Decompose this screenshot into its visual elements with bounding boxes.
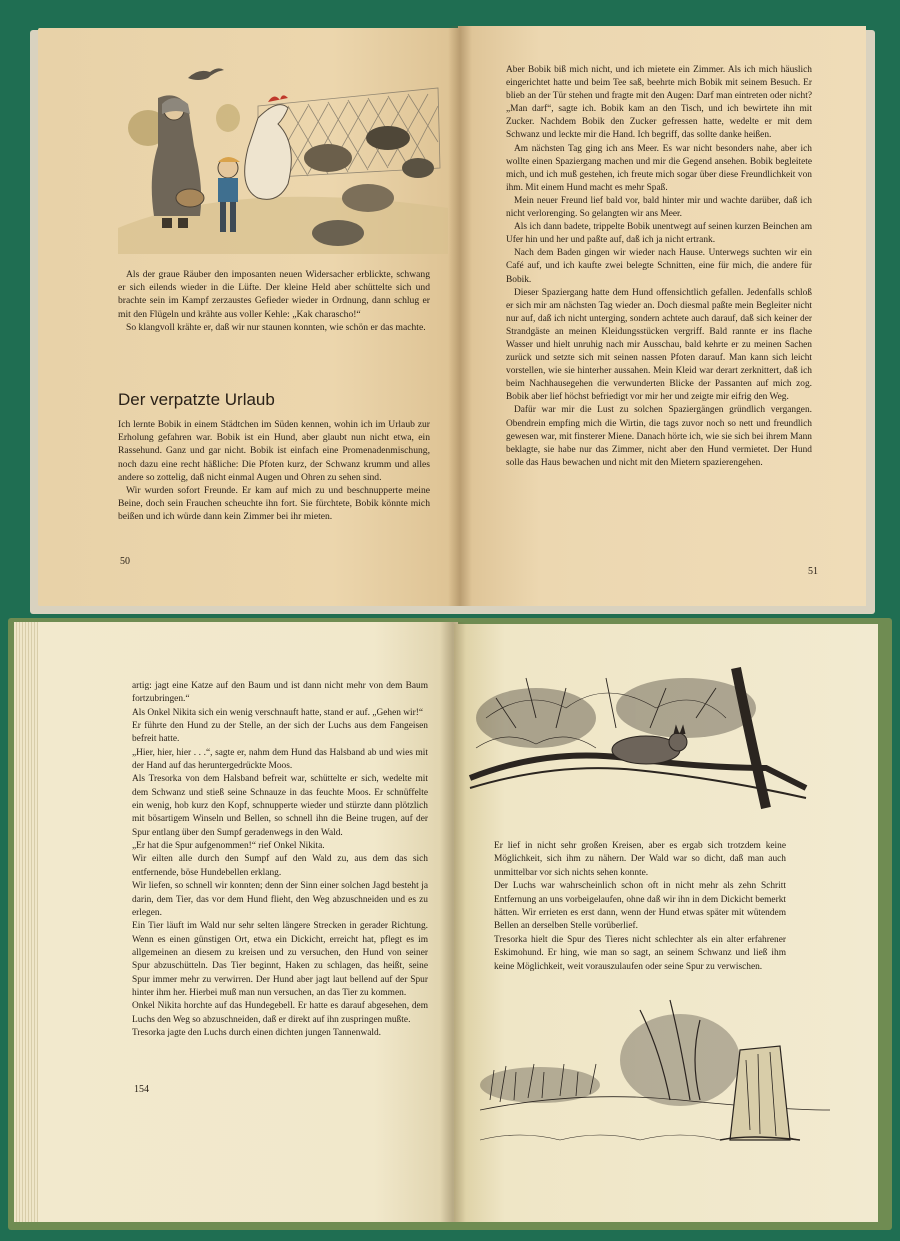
book-gutter	[448, 26, 472, 606]
text-block-left-top	[118, 268, 430, 334]
text-block-right	[494, 840, 786, 974]
text-block-left-bottom	[118, 418, 430, 524]
page-50	[38, 28, 458, 606]
book-bottom	[8, 618, 892, 1234]
text-block-left	[132, 680, 428, 1040]
paragraph: Nach dem Baden gingen wir wieder nach Hause. Unterwegs suchten wir ein Café auf, und ich kaufte zwei belegte Schnitten, eine für mich, die andere für Bobik.	[506, 248, 812, 285]
paragraph: Als der graue Räuber den imposanten neuen Widersacher erblickte, schwang er sich eilends wieder in die Lüfte. Der kleine Held aber schüttelte sich und brachte sein im Kampf zerzaustes Gefieder wieder in Ordnung, dann schlug er mit den Flügeln und krähte aus voller Kehle: „Kak charascho!“	[118, 269, 430, 320]
paragraph: Als Onkel Nikita sich ein wenig verschnauft hatte, stand er auf. „Gehen wir!“	[132, 707, 424, 718]
paragraph: Als ich dann badete, trippelte Bobik unentwegt auf seinen kurzen Beinchen am Ufer hin und her und paßte auf, daß ich ja nicht ertrank.	[506, 222, 812, 246]
paragraph: Er führte den Hund zu der Stelle, an der sich der Luchs aus dem Fangeisen befreit hatte.	[132, 721, 428, 745]
page-154	[38, 622, 458, 1222]
paragraph: Dieser Spaziergang hatte dem Hund offensichtlich gefallen. Jedenfalls schloß er sich mir am nächsten Tag wieder an. Doch diesmal paßte mein Begleiter nicht nur auf, daß ich nicht unterging, sondern achtete auch darauf, daß sich keiner der Strandgäste an meinen Kleidungsstücken vergriff. Bald rannte er ins flache Wasser und hielt unruhig nach mir Ausschau, bald kehrte er zu meinen Sachen zurück und setzte sich mit seinen nassen Pfoten darauf. Man kann sich leicht vorstellen, wie sie hinterher aussahen. Mein Kleid war derart zerknittert, daß ich beim Nachhausegehen die verwunderten Blicke der Passanten auf mich zog. Bobik aber lief höchst befriedigt vor mir her und zeigte mir eifrig den Weg.	[506, 287, 812, 403]
text-block-right	[506, 64, 812, 470]
paragraph: „Hier, hier, hier . . .“, sagte er, nahm dem Hund das Halsband ab und wies mit der Hand auf das heruntergedrückte Moos.	[132, 747, 428, 772]
page-number: 51	[808, 566, 818, 577]
illustration-forest-stump	[480, 990, 830, 1160]
paragraph: Tresorka jagte den Luchs durch einen dichten jungen Tannenwald.	[132, 1027, 382, 1038]
illustration-chickens	[118, 58, 448, 254]
paragraph: Er lief in nicht sehr großen Kreisen, aber es ergab sich trotzdem keine Möglichkeit, sich ihm zu nähern. Der Wald war so dicht, daß man auch unmittelbar vor sich nichts sehen konnte.	[494, 841, 786, 878]
paragraph: Wir eilten alle durch den Sumpf auf den Wald zu, aus dem das sich entfernende, böse Hundebellen erklang.	[132, 854, 428, 878]
paragraph: Ich lernte Bobik in einem Städtchen im Süden kennen, wohin ich im Urlaub zur Erholung gefahren war. Bobik ist ein Hund, aber glaubt nun nicht etwa, ein Rassehund. Ganz und gar nicht. Bobik ist einfach eine Promenadenmischung, noch dazu eine recht häßliche: Die Pfoten kurz, der Schwanz krumm und alles andere so zottelig, daß nicht einmal Augen und Ohren zu sehen sind.	[118, 419, 430, 483]
paragraph: Aber Bobik biß mich nicht, und ich mietete ein Zimmer. Als ich mich häuslich eingerichtet hatte und beim Tee saß, beehrte mich Bobik mit seinem Besuch. Er blieb an der Tür stehen und fragte mit den Augen: Darf man eintreten oder nicht? „Man darf“, sagte ich. Bobik kam an den Tisch, und ich bewirtete ihn mit Zucker. Nachdem Bobik den Zucker gefressen hatte, wedelte er mit dem Schwanz und leckte mir die Hand. Ich begriff, das sollte danke heißen.	[506, 65, 812, 141]
illustration-lynx-on-branch	[466, 658, 816, 818]
paragraph: artig: jagt eine Katze auf den Baum und ist dann nicht mehr von dem Baum fortzubringen.“	[132, 681, 428, 705]
paragraph: Tresorka hielt die Spur des Tieres nicht schlechter als ein alter erfahrener Eskimohund. Er hing, wie man so sagt, an seinem Schwanz und ließ ihm keine Möglichkeit, weit vorauszulaufen oder seine Spur zu verwischen.	[494, 934, 786, 972]
paragraph: Der Luchs war wahrscheinlich schon oft in nicht mehr als zehn Schritt Entfernung an uns vorbeigelaufen, ohne daß wir ihn in dem Dickicht bemerkt hätten. Wir errieten es erst dann, wenn der Hund etwas später mit wütendem Bellen an derselben Stelle vorüberlief.	[494, 881, 786, 932]
chapter-heading: Der verpatzte Urlaub	[118, 390, 275, 409]
paragraph: Mein neuer Freund lief bald vor, bald hinter mir und wachte darüber, daß ich nicht verlorenging. So gelangten wir ans Meer.	[506, 195, 812, 220]
page-number: 50	[120, 556, 130, 567]
paragraph: So klangvoll krähte er, daß wir nur staunen konnten, wie schön er das machte.	[126, 321, 426, 333]
paragraph: Wir wurden sofort Freunde. Er kam auf mich zu und beschnupperte meine Beine, doch sein Frauchen scheuchte ihn fort. Sie fürchtete, Bobik könnte mich beißen und ich würde dann kein Zimmer bei ihr mieten.	[118, 485, 430, 523]
paragraph: Ein Tier läuft im Wald nur sehr selten längere Strecken in gerader Richtung. Wenn es einen günstigen Ort, etwa ein Dickicht, erreicht hat, pflegt es im allgemeinen an diesem zu kreisen und zu versuchen, den Hund von seiner Spur abzuschütteln. Das Tier beginnt, Haken zu schlagen, das heißt, seine Spur immer mehr zu verwirren. Der Hund aber jagt laut bellend auf der Spur hinter ihm her. Hierbei muß man nun versuchen, an das Tier zu kommen.	[132, 921, 428, 998]
book-gutter	[440, 622, 466, 1222]
paragraph: Wir liefen, so schnell wir konnten; denn der Sinn einer solchen Jagd besteht ja darin, dem Tier, das vor dem Hund flieht, den Weg abzuschneiden und es zu erlegen.	[132, 881, 428, 918]
page-number: 154	[134, 1084, 149, 1095]
paragraph: „Er hat die Spur aufgenommen!“ rief Onkel Nikita.	[132, 841, 325, 852]
page-155	[454, 624, 878, 1222]
paragraph: Als Tresorka von dem Halsband befreit war, schüttelte er sich, wedelte mit dem Schwanz und stieß seine Schnauze in das feuchte Moos. Er schnüffelte ein wenig, hob kurz den Kopf, schnupperte wieder und stürzte dann plötzlich mit bösartigem Winseln und Bellen, so schnell ihn die Beine trugen, auf der Spur entlang über den Sumpf geradenwegs in den Wald.	[132, 774, 428, 838]
paragraph: Onkel Nikita horchte auf das Hundegebell. Er hatte es darauf abgesehen, dem Luchs den Weg so abzuschneiden, daß er direkt auf ihn zuspringen mußte.	[132, 1001, 428, 1025]
book-top	[30, 24, 875, 612]
paragraph: Dafür war mir die Lust zu solchen Spaziergängen gründlich vergangen. Obendrein empfing mich die Wirtin, die tags zuvor noch so nett und freundlich gewesen war, mit finsterer Miene. Danach hörte ich, wie sie sich bei ihrem Mann beklagte, sie habe nur das Zimmer, nicht aber den Hund vermietet. Der Hund solle das Haus bewachen und nicht mit den Mietern spazierengehen.	[506, 405, 812, 468]
paragraph: Am nächsten Tag ging ich ans Meer. Es war nicht besonders nahe, aber ich wollte einen Spaziergang machen und mir die Gegend ansehen. Bobik begleitete mich, und ich muß gestehen, ich freute mich sogar über diese Freundlichkeit von ihm. Mit einem Hund macht es mehr Spaß.	[506, 143, 812, 193]
page-51	[458, 26, 866, 606]
